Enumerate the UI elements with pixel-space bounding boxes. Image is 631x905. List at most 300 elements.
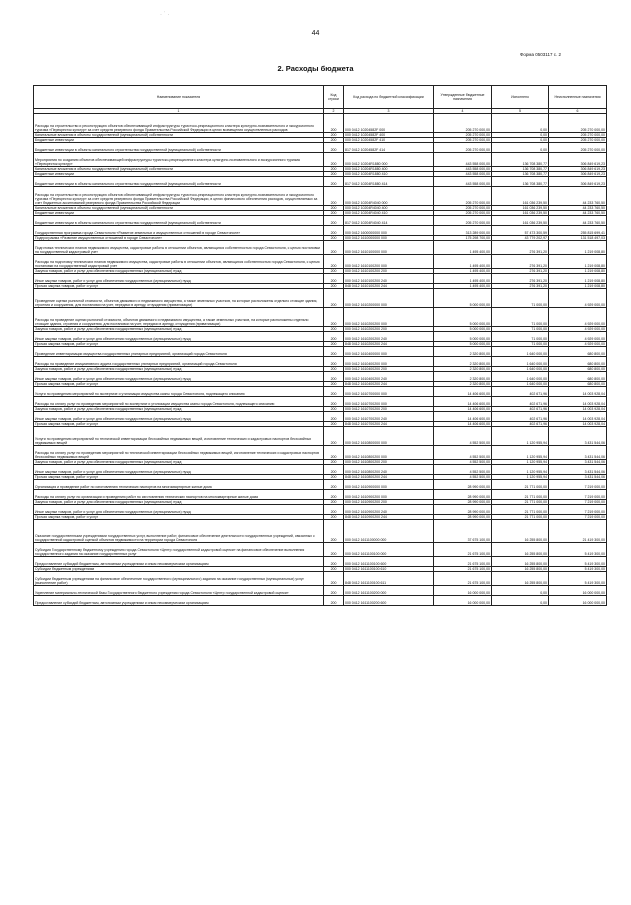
row-kbk: 000 0412 10204R4040 410 — [344, 211, 434, 216]
row-done: 16 255 800,00 — [492, 572, 549, 586]
row-rest: 16 000 000,00 — [549, 596, 607, 606]
row-rest: 306 849 619,23 — [549, 177, 607, 187]
row-done: 57 473 300,59 — [492, 226, 549, 236]
row-done: 136 708 380,77 — [492, 153, 549, 167]
row-code: 200 — [324, 557, 344, 567]
row-name: Организация и проведение работ по изготовлению технических паспортов на многоквартирные жилые дома — [34, 480, 324, 490]
row-rest: 205 270 000,00 — [549, 114, 607, 133]
col-index: 5 — [492, 109, 549, 114]
table-row — [34, 505, 607, 515]
row-code: 200 — [324, 327, 344, 332]
row-rest: 1 219 008,80 — [549, 284, 607, 289]
row-name: Расходы на оплату услуг по проведению мероприятий по технической инвентаризации бесхозяйных недвижимых вещей, изготовление технических и кадастровых паспортов бесхозяйных недвижимых вещей — [34, 446, 324, 460]
row-kbk: 848 0412 1610100200 244 — [344, 284, 434, 289]
row-plan: 28 990 000,00 — [434, 505, 492, 515]
row-kbk: 000 0412 1610800200 240 — [344, 465, 434, 475]
table-row — [34, 241, 607, 255]
row-kbk: 000 0412 1610900200 000 — [344, 490, 434, 500]
row-code: 200 — [324, 133, 344, 138]
row-plan: 5 000 000,00 — [434, 342, 492, 347]
table-row — [34, 520, 607, 543]
row-done: 402 671,96 — [492, 407, 549, 412]
row-code: 200 — [324, 138, 344, 143]
row-rest: 3 431 544,06 — [549, 465, 607, 475]
row-kbk: 848 0412 1610700200 244 — [344, 422, 434, 427]
table-row — [34, 187, 607, 206]
row-done: 71 000,00 — [492, 308, 549, 327]
row-code: 200 — [324, 226, 344, 236]
row-plan: 28 990 000,00 — [434, 480, 492, 490]
row-rest: 205 270 000,00 — [549, 138, 607, 143]
row-code: 200 — [324, 515, 344, 520]
row-kbk: 000 0412 1610200200 240 — [344, 332, 434, 342]
row-name: Расходы на строительство и реконструкцию объектов обеспечивающей инфраструктуры туристско-рекреационного кластера культурно-познавательного и экскурсионного туризма «Перекресток культур» за счет средств резервного фонда Правительства Российской Федерации, в целях финансового обеспечения расходов, осуществляемых за счет бюджетных ассигнований резервного фонда Правительства Российской Федерации — [34, 187, 324, 206]
row-code: 200 — [324, 289, 344, 308]
row-name: Подготовка технических планов недвижимого имущества, кадастровые работы в отношении объектов, являющихся собственностью города Севастополя, с целью постановки на государственный кадастровый учет — [34, 241, 324, 255]
table-row — [34, 557, 607, 567]
row-rest: 3 431 544,06 — [549, 460, 607, 465]
row-plan: 1 495 400,00 — [434, 269, 492, 274]
row-done: 71 000,00 — [492, 332, 549, 342]
table-row — [34, 347, 607, 357]
row-kbk: 000 0412 1610400200 240 — [344, 372, 434, 382]
row-kbk: 000 0412 1600000000 000 — [344, 226, 434, 236]
row-plan: 14 406 600,00 — [434, 412, 492, 422]
table-row — [34, 586, 607, 596]
row-done: 1 120 955,94 — [492, 465, 549, 475]
row-name: Иные закупки товаров, работ и услуг для обеспечения государственных (муниципальных) нужд — [34, 465, 324, 475]
row-rest: 16 000 000,00 — [549, 586, 607, 596]
row-kbk: 000 0412 1610100200 200 — [344, 269, 434, 274]
row-rest: 14 003 928,04 — [549, 412, 607, 422]
expenses-table — [33, 85, 607, 606]
row-rest: 5 419 300,00 — [549, 557, 607, 567]
row-rest: 21 419 300,00 — [549, 520, 607, 543]
row-name: Бюджетные инвестиции — [34, 211, 324, 216]
row-done: 71 000,00 — [492, 289, 549, 308]
row-plan: 205 270 000,00 — [434, 187, 492, 206]
row-plan: 2 320 800,00 — [434, 382, 492, 387]
row-plan: 1 495 400,00 — [434, 284, 492, 289]
row-rest: 14 003 928,04 — [549, 422, 607, 427]
row-done: 16 255 800,00 — [492, 520, 549, 543]
row-plan: 205 270 000,00 — [434, 133, 492, 138]
row-kbk: 000 0412 1611100100 600 — [344, 557, 434, 567]
row-code: 200 — [324, 177, 344, 187]
row-plan: 4 552 500,00 — [434, 446, 492, 460]
row-kbk: 000 0412 1610700000 000 — [344, 387, 434, 397]
row-kbk: 817 0412 10204R4040 414 — [344, 216, 434, 226]
table-row — [34, 114, 607, 133]
table-header-row — [34, 86, 607, 109]
row-done: 276 391,20 — [492, 241, 549, 255]
row-code: 200 — [324, 520, 344, 543]
row-done: 1 120 955,94 — [492, 446, 549, 460]
form-code: Форма 0503117 с. 2 — [520, 52, 561, 57]
row-name: Бюджетные инвестиции — [34, 138, 324, 143]
table-row — [34, 596, 607, 606]
table-row — [34, 480, 607, 490]
row-plan: 205 270 000,00 — [434, 143, 492, 153]
table-row — [34, 357, 607, 367]
row-done: 16 255 800,00 — [492, 557, 549, 567]
row-name: Прочая закупка товаров, работ и услуг — [34, 422, 324, 427]
row-name: Иные закупки товаров, работ и услуг для обеспечения государственных (муниципальных) нужд — [34, 372, 324, 382]
row-code: 200 — [324, 167, 344, 172]
row-done: 276 391,20 — [492, 284, 549, 289]
row-done: 276 391,20 — [492, 269, 549, 274]
row-done: 0,00 — [492, 133, 549, 138]
row-done: 276 391,20 — [492, 274, 549, 284]
row-plan: 443 558 000,00 — [434, 167, 492, 172]
row-code: 200 — [324, 206, 344, 211]
row-code: 200 — [324, 187, 344, 206]
page-title: 2. Расходы бюджета — [277, 64, 354, 73]
row-done: 161 036 239,50 — [492, 187, 549, 206]
row-kbk: 000 0412 1610100200 240 — [344, 274, 434, 284]
row-rest: 1 219 008,80 — [549, 255, 607, 269]
row-code: 200 — [324, 480, 344, 490]
row-plan: 4 552 500,00 — [434, 465, 492, 475]
row-kbk: 000 0412 1610700200 240 — [344, 412, 434, 422]
row-done: 276 391,20 — [492, 255, 549, 269]
row-kbk: 848 0412 1610900200 244 — [344, 515, 434, 520]
table-row — [34, 543, 607, 557]
row-kbk: 000 0412 1610800000 000 — [344, 427, 434, 446]
row-code: 200 — [324, 372, 344, 382]
row-name: Расходы на подготовку технических планов недвижимого имущества, кадастровые работы в отношении объектов, являющихся собственностью города Севастополя, с целью постановки на государственный кадастровый учет — [34, 255, 324, 269]
row-kbk: 000 0412 1610200000 000 — [344, 289, 434, 308]
row-done: 21 771 000,00 — [492, 505, 549, 515]
row-rest: 14 003 928,04 — [549, 387, 607, 397]
row-done: 1 640 000,00 — [492, 367, 549, 372]
row-name: Предоставление субсидий бюджетным, автономным учреждениям и иным некоммерческим организациям — [34, 596, 324, 606]
row-name: Прочая закупка товаров, работ и услуг — [34, 382, 324, 387]
row-kbk: 817 0412 10204R1880 414 — [344, 177, 434, 187]
row-done: 1 640 000,00 — [492, 357, 549, 367]
row-done: 0,00 — [492, 143, 549, 153]
col-index: 4 — [434, 109, 492, 114]
row-done: 0,00 — [492, 138, 549, 143]
row-kbk: 000 0412 1610100000 000 — [344, 241, 434, 255]
row-rest: 131 518 497,03 — [549, 236, 607, 241]
row-plan: 175 298 700,00 — [434, 236, 492, 241]
row-name: Услуги по проведению мероприятий по экспертизе и утилизации имущества казны города Севастополя, подлежащего списанию — [34, 387, 324, 397]
table-row — [34, 490, 607, 500]
row-plan: 1 495 400,00 — [434, 241, 492, 255]
table-row — [34, 143, 607, 153]
row-plan: 2 320 800,00 — [434, 357, 492, 367]
row-name: Закупка товаров, работ и услуг для обеспечения государственных (муниципальных) нужд — [34, 407, 324, 412]
row-plan: 2 320 800,00 — [434, 347, 492, 357]
row-rest: 44 233 760,50 — [549, 211, 607, 216]
row-kbk: 000 0412 10204582F 400 — [344, 133, 434, 138]
table-body — [34, 114, 607, 606]
row-code: 200 — [324, 505, 344, 515]
row-kbk: 848 0412 1610200200 244 — [344, 342, 434, 347]
table-row — [34, 387, 607, 397]
row-name: Капитальные вложения в объекты государственной (муниципальной) собственности — [34, 133, 324, 138]
table-row — [34, 216, 607, 226]
table-row — [34, 226, 607, 236]
row-kbk: 848 0412 1610400200 244 — [344, 382, 434, 387]
col-header-done: Исполнено — [492, 86, 549, 109]
row-plan: 1 495 400,00 — [434, 255, 492, 269]
row-code: 200 — [324, 114, 344, 133]
row-rest: 1 219 008,80 — [549, 274, 607, 284]
row-code: 200 — [324, 586, 344, 596]
row-rest: 4 929 000,00 — [549, 332, 607, 342]
row-rest: 1 219 008,80 — [549, 241, 607, 255]
row-kbk: 000 0412 1610400200 000 — [344, 357, 434, 367]
row-code: 200 — [324, 460, 344, 465]
row-code: 200 — [324, 427, 344, 446]
row-plan: 5 000 000,00 — [434, 327, 492, 332]
row-name: Государственная программа города Севастополя «Развитие земельных и имущественных отношений в городе Севастополе» — [34, 226, 324, 236]
row-plan: 14 406 600,00 — [434, 397, 492, 407]
row-name: Укрепление материально-технической базы Государственного бюджетного учреждения города Севастополя «Центр государственной кадастровой оценки» — [34, 586, 324, 596]
row-plan: 16 000 000,00 — [434, 596, 492, 606]
row-rest: 306 849 619,23 — [549, 167, 607, 172]
row-kbk: 848 0412 1611100100 611 — [344, 572, 434, 586]
row-done: 1 640 000,00 — [492, 347, 549, 357]
row-name: Мероприятия по созданию объектов обеспечивающей инфраструктуры туристско-рекреационного кластера культурно-познавательного и экскурсионного туризма «Перекресток культур» — [34, 153, 324, 167]
row-kbk: 000 0412 10204R4040 000 — [344, 187, 434, 206]
row-name: Прочая закупка товаров, работ и услуг — [34, 342, 324, 347]
row-code: 200 — [324, 543, 344, 557]
row-done: 161 036 239,50 — [492, 206, 549, 211]
table-row — [34, 177, 607, 187]
row-name: Расходы на проведение оценки рыночной стоимости, объектов движимого и недвижимого имущества, а также земельных участков, на которые расположены отдельно стоящие здания, строения и сооружения, для постановки на учет, передачи в аренду, отчуждения (приватизации) — [34, 308, 324, 327]
row-code: 200 — [324, 500, 344, 505]
row-name: Капитальные вложения в объекты государственной (муниципальной) собственности — [34, 206, 324, 211]
row-done: 136 708 380,77 — [492, 177, 549, 187]
row-plan: 1 495 400,00 — [434, 274, 492, 284]
row-plan: 16 000 000,00 — [434, 586, 492, 596]
row-code: 200 — [324, 255, 344, 269]
row-rest: 255 815 699,41 — [549, 226, 607, 236]
row-kbk: 817 0412 10204582F 414 — [344, 143, 434, 153]
row-rest: 306 849 619,23 — [549, 153, 607, 167]
row-rest: 4 929 000,00 — [549, 308, 607, 327]
row-kbk: 000 0412 1610700200 000 — [344, 397, 434, 407]
row-rest: 14 003 928,04 — [549, 407, 607, 412]
row-rest: 5 419 300,00 — [549, 572, 607, 586]
row-name: Бюджетные инвестиции в объекты капитального строительства государственной (муниципальной) собственности — [34, 177, 324, 187]
row-code: 200 — [324, 153, 344, 167]
row-name: Иные закупки товаров, работ и услуг для обеспечения государственных (муниципальных) нужд — [34, 412, 324, 422]
row-kbk: 000 0412 10204582F 410 — [344, 138, 434, 143]
row-name: Расходы на оплату услуг по проведению мероприятий по экспертизе и утилизации имущества казны города Севастополя, подлежащего списанию — [34, 397, 324, 407]
row-done: 136 708 380,77 — [492, 167, 549, 172]
row-code: 200 — [324, 211, 344, 216]
row-code: 200 — [324, 143, 344, 153]
row-done: 16 255 800,00 — [492, 543, 549, 557]
row-done: 161 036 239,50 — [492, 216, 549, 226]
table-row — [34, 289, 607, 308]
row-rest: 680 800,00 — [549, 367, 607, 372]
row-rest: 7 219 000,00 — [549, 515, 607, 520]
row-name: Расходы на оплату услуг по организации и проведению работ по изготовлению технических паспортов на многоквартирные жилые дома — [34, 490, 324, 500]
row-kbk: 000 0412 1610400000 000 — [344, 347, 434, 357]
row-code: 200 — [324, 308, 344, 327]
row-code: 200 — [324, 407, 344, 412]
row-rest: 3 431 544,06 — [549, 427, 607, 446]
row-done: 1 120 955,94 — [492, 460, 549, 465]
row-code: 200 — [324, 357, 344, 367]
row-plan: 14 406 600,00 — [434, 422, 492, 427]
row-code: 200 — [324, 274, 344, 284]
row-rest: 4 929 000,00 — [549, 342, 607, 347]
col-index: 6 — [549, 109, 607, 114]
row-kbk: 000 0412 10204R1880 000 — [344, 153, 434, 167]
row-code: 200 — [324, 236, 344, 241]
col-header-kbk: Код расхода по бюджетной классификации — [344, 86, 434, 109]
table-row — [34, 153, 607, 167]
row-plan: 21 675 100,00 — [434, 572, 492, 586]
row-name: Расходы на проведение инициативного аудита государственных унитарных предприятий, организаций города Севастополя — [34, 357, 324, 367]
row-kbk: 000 0412 1610100200 000 — [344, 255, 434, 269]
row-plan: 37 675 100,00 — [434, 520, 492, 543]
row-code: 200 — [324, 172, 344, 177]
row-code: 200 — [324, 284, 344, 289]
row-done: 21 771 000,00 — [492, 500, 549, 505]
row-name: Прочая закупка товаров, работ и услуг — [34, 475, 324, 480]
table-row — [34, 397, 607, 407]
col-index: 1 — [34, 109, 324, 114]
row-kbk: 000 0412 10204R1880 400 — [344, 167, 434, 172]
row-name: Иные закупки товаров, работ и услуг для обеспечения государственных (муниципальных) нужд — [34, 332, 324, 342]
col-header-code: Код строки — [324, 86, 344, 109]
row-kbk: 000 0412 10204R1880 410 — [344, 172, 434, 177]
row-rest: 3 431 544,06 — [549, 446, 607, 460]
row-kbk: 000 0412 1610400200 200 — [344, 367, 434, 372]
row-rest: 7 219 000,00 — [549, 500, 607, 505]
row-plan: 205 270 000,00 — [434, 114, 492, 133]
row-name: Закупка товаров, работ и услуг для обеспечения государственных (муниципальных) нужд — [34, 500, 324, 505]
row-name: Иные закупки товаров, работ и услуг для обеспечения государственных (муниципальных) нужд — [34, 274, 324, 284]
row-code: 200 — [324, 422, 344, 427]
row-code: 200 — [324, 465, 344, 475]
row-rest: 4 929 000,00 — [549, 327, 607, 332]
col-index: 2 — [324, 109, 344, 114]
row-rest: 306 849 619,23 — [549, 172, 607, 177]
row-kbk: 000 0412 1610700200 200 — [344, 407, 434, 412]
row-rest: 7 219 000,00 — [549, 490, 607, 500]
table-row — [34, 427, 607, 446]
row-name: Предоставление субсидий бюджетным, автономным учреждениям и иным некоммерческим организациям — [34, 557, 324, 567]
row-done: 16 255 800,00 — [492, 567, 549, 572]
row-plan: 205 270 000,00 — [434, 206, 492, 211]
row-name: Бюджетные инвестиции в объекты капитального строительства государственной (муниципальной) собственности — [34, 216, 324, 226]
row-kbk: 000 0412 1610800200 200 — [344, 460, 434, 465]
row-plan: 21 675 100,00 — [434, 567, 492, 572]
row-plan: 4 552 500,00 — [434, 460, 492, 465]
row-rest: 3 431 544,06 — [549, 475, 607, 480]
row-plan: 28 990 000,00 — [434, 500, 492, 505]
row-code: 200 — [324, 216, 344, 226]
row-name: Субсидия Государственному бюджетному учреждению города Севастополя «Центр государственной кадастровой оценки» на финансовое обеспечение выполнения государственного задания на оказание государственных услуг — [34, 543, 324, 557]
row-plan: 313 289 000,00 — [434, 226, 492, 236]
row-plan: 2 320 800,00 — [434, 372, 492, 382]
row-name: Расходы на строительство и реконструкцию объектов обеспечивающей инфраструктуры туристско-рекреационного кластера культурно-познавательного и экскурсионного туризма «Перекресток культур» за счет средств резервного фонда Правительства Российской Федерации в целях возмещения осуществленных расходов — [34, 114, 324, 133]
row-rest: 5 419 300,00 — [549, 543, 607, 557]
row-code: 200 — [324, 490, 344, 500]
row-done: 1 120 955,94 — [492, 475, 549, 480]
row-rest: 205 270 000,00 — [549, 133, 607, 138]
row-kbk: 000 0412 1611100000 000 — [344, 520, 434, 543]
row-done: 43 779 202,97 — [492, 236, 549, 241]
row-done: 0,00 — [492, 114, 549, 133]
row-done: 21 771 000,00 — [492, 490, 549, 500]
table-row — [34, 332, 607, 342]
row-kbk: 000 0412 1610900000 000 — [344, 480, 434, 490]
row-done: 0,00 — [492, 596, 549, 606]
row-name: Услуги по проведению мероприятий по технической инвентаризации бесхозяйных недвижимых вещей, изготовление технических и кадастровых паспортов бесхозяйных недвижимых вещей — [34, 427, 324, 446]
row-name: Субсидии бюджетным учреждениям — [34, 567, 324, 572]
row-name: Субсидии бюджетным учреждениям на финансовое обеспечение государственного (муниципального) задания на оказание государственных (муниципальных) услуг (выполнение работ) — [34, 572, 324, 586]
row-kbk: 000 0412 1610900200 240 — [344, 505, 434, 515]
row-done: 21 771 000,00 — [492, 515, 549, 520]
row-plan: 14 406 600,00 — [434, 407, 492, 412]
row-name: Проведение инвентаризации имущества государственных унитарных предприятий, организаций города Севастополя — [34, 347, 324, 357]
row-name: Оказание государственными учреждениями государственных услуг, выполнение работ, финансовое обеспечение деятельности государственных учреждений, связанных с государственной кадастровой оценкой объектов недвижимости на территории города Севастополя — [34, 520, 324, 543]
row-name: Бюджетные инвестиции в объекты капитального строительства государственной (муниципальной) собственности — [34, 143, 324, 153]
row-rest: 44 233 760,50 — [549, 216, 607, 226]
row-code: 200 — [324, 596, 344, 606]
row-name: Бюджетные инвестиции — [34, 172, 324, 177]
row-code: 200 — [324, 241, 344, 255]
table-row — [34, 255, 607, 269]
row-done: 0,00 — [492, 586, 549, 596]
row-plan: 5 000 000,00 — [434, 308, 492, 327]
row-plan: 28 990 000,00 — [434, 490, 492, 500]
col-header-plan: Утвержденные бюджетные назначения — [434, 86, 492, 109]
row-name: Проведение оценки рыночной стоимости, объектов движимого и недвижимого имущества, а также земельных участков, на которые расположены отдельно стоящие здания, строения и сооружения, для постановки на учет, передачи в аренду, отчуждения (приватизации) — [34, 289, 324, 308]
row-code: 200 — [324, 475, 344, 480]
row-name: Капитальные вложения в объекты государственной (муниципальной) собственности — [34, 167, 324, 172]
row-rest: 7 219 000,00 — [549, 480, 607, 490]
row-plan: 4 552 500,00 — [434, 475, 492, 480]
table-row — [34, 372, 607, 382]
row-kbk: 000 0412 10204R4040 400 — [344, 206, 434, 211]
row-code: 200 — [324, 342, 344, 347]
row-plan: 5 000 000,00 — [434, 332, 492, 342]
row-done: 1 640 000,00 — [492, 372, 549, 382]
row-code: 200 — [324, 269, 344, 274]
scan-artifact: · ˙ · — [160, 12, 170, 18]
row-plan: 2 320 800,00 — [434, 367, 492, 372]
row-rest: 14 003 928,04 — [549, 397, 607, 407]
row-plan: 443 558 000,00 — [434, 153, 492, 167]
row-kbk: 000 0412 1611100200 000 — [344, 586, 434, 596]
row-done: 402 671,96 — [492, 422, 549, 427]
row-rest: 680 800,00 — [549, 347, 607, 357]
row-kbk: 000 0412 1611100100 000 — [344, 543, 434, 557]
row-rest: 44 233 760,50 — [549, 187, 607, 206]
row-name: Закупка товаров, работ и услуг для обеспечения государственных (муниципальных) нужд — [34, 269, 324, 274]
row-kbk: 848 0412 1610800200 244 — [344, 475, 434, 480]
table-row — [34, 274, 607, 284]
row-done: 1 120 955,94 — [492, 427, 549, 446]
row-code: 200 — [324, 572, 344, 586]
row-code: 200 — [324, 367, 344, 372]
col-header-rest: Неисполненные назначения — [549, 86, 607, 109]
row-name: Прочая закупка товаров, работ и услуг — [34, 515, 324, 520]
row-plan: 21 675 100,00 — [434, 543, 492, 557]
row-done: 71 000,00 — [492, 342, 549, 347]
row-name: Закупка товаров, работ и услуг для обеспечения государственных (муниципальных) нужд — [34, 327, 324, 332]
